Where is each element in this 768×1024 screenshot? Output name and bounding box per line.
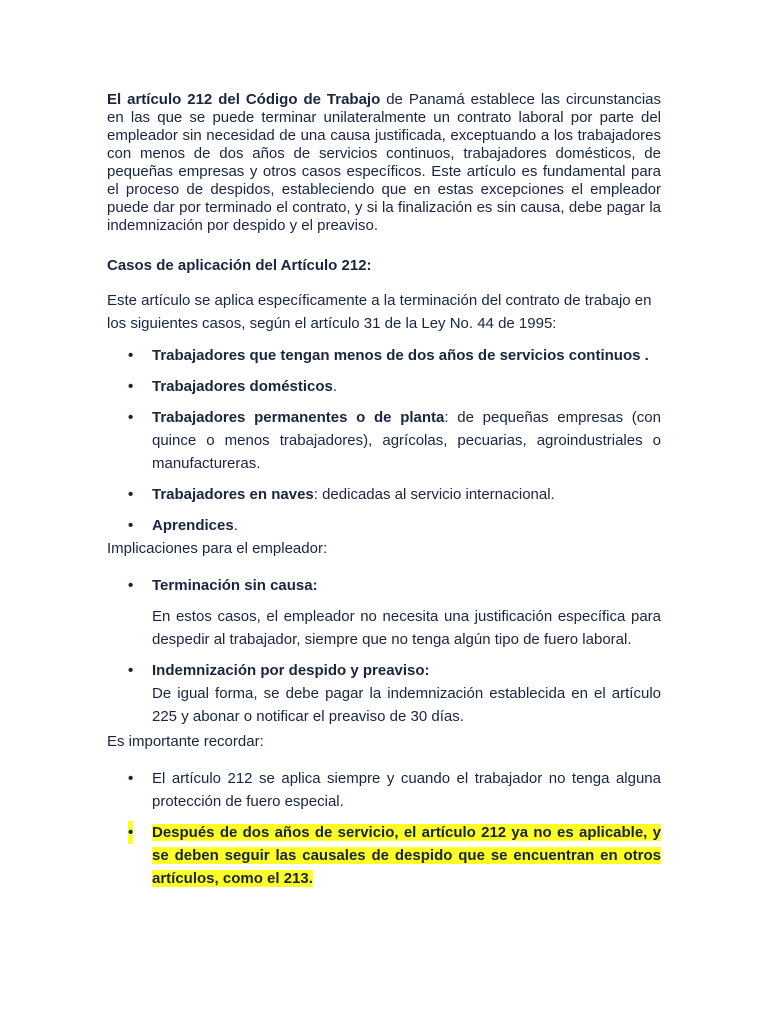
case-label: Trabajadores en naves	[152, 486, 314, 503]
case-label: Trabajadores domésticos	[152, 378, 333, 395]
bullet-icon: •	[128, 821, 133, 844]
cases-paragraph: Este artículo se aplica específicamente a la terminación del contrato de trabajo en los siguientes casos, según el artículo 31 de la Ley No. 44 de 1995:	[107, 292, 652, 332]
intro-title: El artículo 212 del Código de Trabajo	[107, 91, 381, 108]
case-label: Aprendices	[152, 517, 234, 534]
bullet-icon: •	[128, 662, 134, 679]
list-item	[107, 483, 661, 506]
remember-heading: Es importante recordar:	[107, 733, 264, 750]
case-text: .	[332, 378, 338, 395]
list-item	[107, 767, 661, 813]
intro-text: de Panamá establece las circunstancias en las que se puede terminar unilateralmente un contrato laboral por parte del empleador sin necesidad de una causa justificada, exceptuando a los trabajadores con menos de dos años de servicios continuos, trabajadores domésticos, de pequeñas empresas y otros casos específicos. Este artículo es fundamental para el proceso de despidos, estableciendo que en estas excepciones el empleador puede dar por terminado el contrato, y si la finalización es sin causa, debe pagar la indemnización por despido y el preaviso.	[107, 91, 661, 234]
bullet-icon: •	[128, 378, 134, 395]
implications-list	[107, 574, 661, 728]
intro-paragraph	[107, 91, 661, 235]
list-item	[107, 514, 661, 537]
bullet-icon: •	[128, 486, 134, 503]
implications-heading: Implicaciones para el empleador:	[107, 540, 328, 557]
case-label: Trabajadores permanentes o de planta	[152, 409, 445, 426]
document-body	[107, 91, 661, 890]
case-label: Trabajadores que tengan menos de dos años de servicios continuos .	[152, 347, 649, 364]
implication-text: De igual forma, se debe pagar la indemnización establecida en el artículo 225 y abonar o notificar el preaviso de 30 días.	[152, 685, 661, 725]
implication-text: En estos casos, el empleador no necesita una justificación específica para despedir al trabajador, siempre que no tenga algún tipo de fuero laboral.	[152, 608, 661, 648]
bullet-icon: •	[128, 517, 134, 534]
highlighted-text: Después de dos años de servicio, el artículo 212 ya no es aplicable, y se deben seguir las causales de despido que se encuentran en otros artículos, como el 213.	[152, 824, 661, 887]
bullet-icon: •	[128, 577, 134, 594]
list-item	[107, 375, 661, 398]
list-item	[107, 821, 661, 890]
bullet-icon: •	[128, 770, 134, 787]
remember-text: El artículo 212 se aplica siempre y cuando el trabajador no tenga alguna protección de fuero especial.	[152, 770, 661, 810]
case-text: : de pequeñas empresas (con quince o menos trabajadores), agrícolas, pecuarias, agroindustriales o manufactureras.	[152, 409, 661, 472]
list-item	[107, 574, 661, 651]
case-text: .	[233, 517, 238, 534]
case-text: : dedicadas al servicio internacional.	[313, 486, 555, 503]
cases-heading: Casos de aplicación del Artículo 212:	[107, 257, 372, 274]
implication-label: Indemnización por despido y preaviso:	[152, 662, 430, 679]
implication-label: Terminación sin causa:	[152, 577, 318, 594]
remember-list	[107, 767, 661, 890]
list-item	[107, 344, 661, 367]
bullet-icon: •	[128, 347, 134, 364]
bullet-icon: •	[128, 409, 134, 426]
list-item	[107, 406, 661, 475]
list-item	[107, 659, 661, 728]
cases-list	[107, 344, 661, 537]
